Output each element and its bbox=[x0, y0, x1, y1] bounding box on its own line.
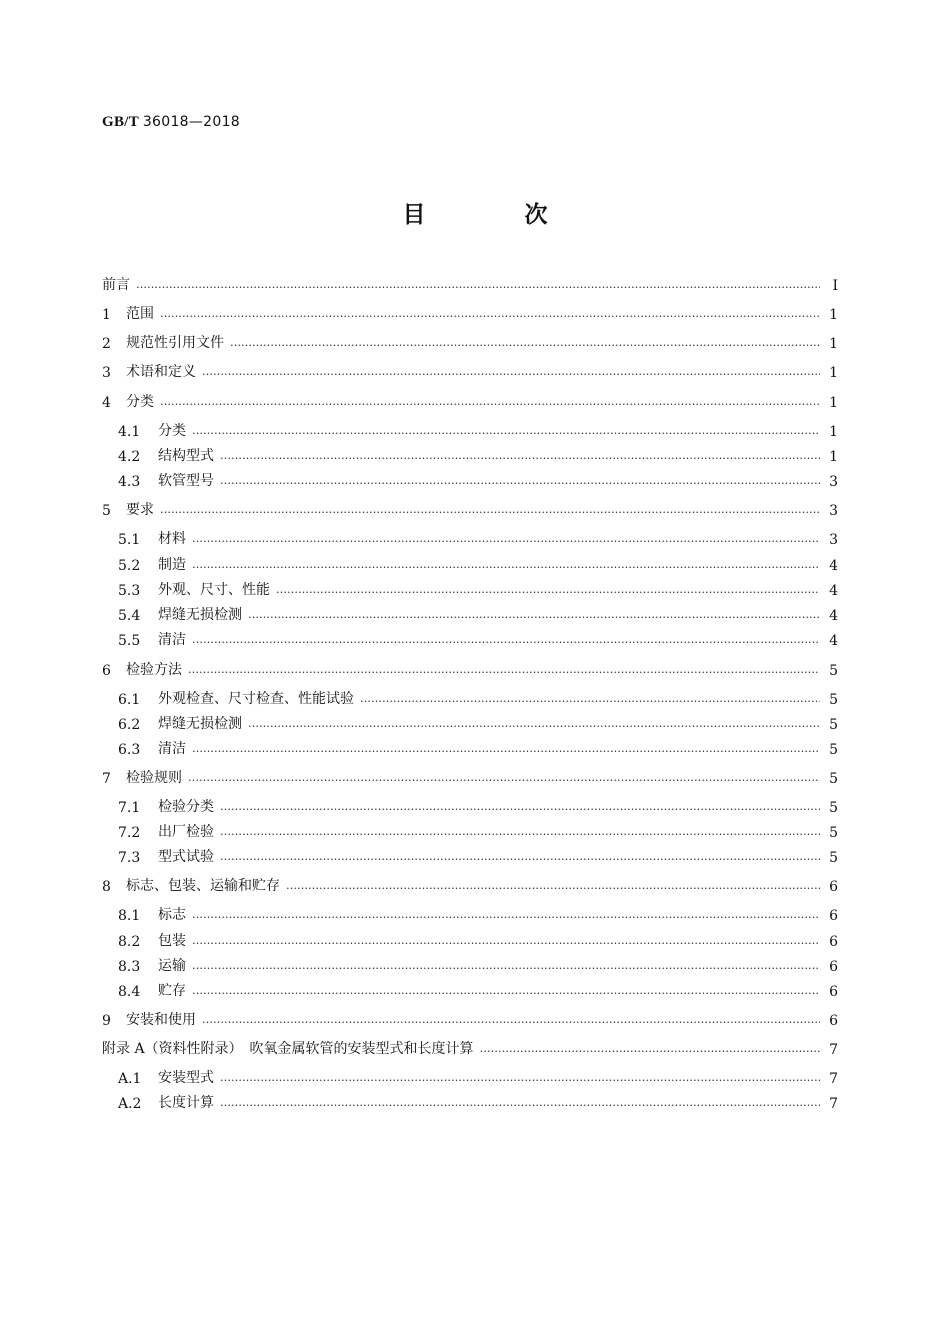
toc-leader-dots bbox=[220, 1065, 820, 1087]
page-title: 目 次 bbox=[402, 202, 586, 228]
toc-leader-dots bbox=[202, 359, 820, 381]
toc-leader-dots bbox=[202, 1007, 820, 1029]
toc-entry-number: 4.3 bbox=[118, 474, 141, 490]
toc-entry[interactable] bbox=[102, 1007, 838, 1029]
toc-entry-label: 制造 bbox=[158, 557, 186, 573]
toc-entry[interactable] bbox=[118, 627, 838, 649]
toc-entry[interactable] bbox=[118, 602, 838, 624]
toc-entry[interactable] bbox=[118, 418, 838, 440]
toc-entry-label: 要求 bbox=[126, 502, 154, 518]
toc-entry[interactable] bbox=[118, 552, 838, 574]
toc-entry-label: 运输 bbox=[158, 958, 186, 974]
toc-leader-dots bbox=[192, 418, 820, 440]
toc-entry[interactable] bbox=[102, 497, 838, 519]
toc-entry-page: 1 bbox=[829, 449, 838, 465]
toc-entry-label: 焊缝无损检测 bbox=[158, 716, 242, 732]
toc-entry-number: 5.3 bbox=[118, 583, 141, 599]
toc-entry-number: 7.1 bbox=[118, 800, 141, 816]
toc-entry-page: 6 bbox=[829, 984, 838, 1000]
toc-entry[interactable] bbox=[118, 953, 838, 975]
toc-entry-page: 1 bbox=[829, 365, 838, 381]
toc-entry-label: 规范性引用文件 bbox=[126, 335, 224, 351]
standard-code-number: 36018—2018 bbox=[142, 114, 241, 130]
toc-entry-page: 5 bbox=[829, 771, 838, 787]
toc-leader-dots bbox=[160, 301, 820, 323]
toc-entry-page: 1 bbox=[829, 424, 838, 440]
toc-entry-page: 5 bbox=[829, 717, 838, 733]
toc-entry-number: 6.1 bbox=[118, 692, 141, 708]
toc-entry-number: 6.2 bbox=[118, 717, 141, 733]
toc-entry[interactable] bbox=[102, 272, 838, 294]
toc-entry-number: 4.2 bbox=[118, 449, 141, 465]
toc-entry-number: 5.4 bbox=[118, 608, 141, 624]
toc-leader-dots bbox=[276, 577, 820, 599]
toc-leader-dots bbox=[248, 602, 820, 624]
toc-entry[interactable] bbox=[118, 468, 838, 490]
toc-entry-page: 5 bbox=[829, 742, 838, 758]
toc-leader-dots bbox=[192, 928, 820, 950]
toc-entry[interactable] bbox=[118, 526, 838, 548]
toc-leader-dots bbox=[188, 765, 820, 787]
toc-entry-number: 5.1 bbox=[118, 532, 141, 548]
standard-code-prefix: GB/T bbox=[102, 114, 139, 130]
toc-entry-page: 6 bbox=[829, 934, 838, 950]
toc-entry-page: Ⅰ bbox=[832, 278, 838, 294]
toc-entry-number: 7.2 bbox=[118, 825, 141, 841]
toc-entry-number: 2 bbox=[102, 336, 111, 352]
toc-entry-label: 贮存 bbox=[158, 983, 186, 999]
toc-entry-page: 6 bbox=[829, 1013, 838, 1029]
toc-leader-dots bbox=[248, 711, 820, 733]
toc-entry-number: 1 bbox=[102, 307, 111, 323]
toc-entry[interactable] bbox=[102, 1036, 838, 1058]
toc-entry-page: 1 bbox=[829, 307, 838, 323]
toc-entry-number: 5 bbox=[102, 503, 111, 519]
toc-entry-label: 材料 bbox=[158, 531, 186, 547]
toc-entry-label: 术语和定义 bbox=[126, 364, 196, 380]
toc-entry[interactable] bbox=[118, 686, 838, 708]
toc-entry-label: 分类 bbox=[158, 423, 186, 439]
toc-entry-number: 4 bbox=[102, 395, 111, 411]
toc-entry[interactable] bbox=[118, 736, 838, 758]
toc-entry-page: 4 bbox=[829, 608, 838, 624]
toc-leader-dots bbox=[230, 330, 820, 352]
toc-entry-page: 7 bbox=[829, 1042, 838, 1058]
toc-entry[interactable] bbox=[102, 873, 838, 895]
toc-entry-page: 7 bbox=[829, 1071, 838, 1087]
toc-entry[interactable] bbox=[118, 819, 838, 841]
toc-entry-number: 4.1 bbox=[118, 424, 141, 440]
toc-entry-label: 标志、包装、运输和贮存 bbox=[126, 878, 280, 894]
toc-entry[interactable] bbox=[102, 359, 838, 381]
toc-entry-page: 6 bbox=[829, 879, 838, 895]
toc-entry-page: 4 bbox=[829, 558, 838, 574]
toc-entry-label: 安装和使用 bbox=[126, 1012, 196, 1028]
toc-entry-label: 分类 bbox=[126, 394, 154, 410]
toc-entry-label: 焊缝无损检测 bbox=[158, 607, 242, 623]
toc-leader-dots bbox=[160, 389, 820, 411]
toc-entry-label: 检验规则 bbox=[126, 770, 182, 786]
toc-entry[interactable] bbox=[118, 928, 838, 950]
toc-leader-dots bbox=[220, 844, 820, 866]
toc-entry-page: 4 bbox=[829, 583, 838, 599]
toc-entry-page: 1 bbox=[829, 336, 838, 352]
toc-entry-label: 安装型式 bbox=[158, 1070, 214, 1086]
toc-leader-dots bbox=[192, 526, 820, 548]
toc-leader-dots bbox=[192, 552, 820, 574]
toc-entry-number: 8.3 bbox=[118, 959, 141, 975]
toc-entry[interactable] bbox=[118, 577, 838, 599]
toc-entry[interactable] bbox=[118, 844, 838, 866]
toc-leader-dots bbox=[286, 873, 820, 895]
toc-entry-page: 6 bbox=[829, 959, 838, 975]
toc-leader-dots bbox=[220, 819, 820, 841]
toc-entry[interactable] bbox=[118, 711, 838, 733]
toc-entry-page: 3 bbox=[829, 532, 838, 548]
toc-entry-number: A.1 bbox=[118, 1071, 142, 1087]
toc-entry[interactable] bbox=[118, 443, 838, 465]
toc-entry-number: 9 bbox=[102, 1013, 111, 1029]
toc-entry-number: A.2 bbox=[118, 1096, 142, 1112]
toc-entry-page: 4 bbox=[829, 633, 838, 649]
toc-entry-page: 5 bbox=[829, 825, 838, 841]
toc-entry-label: 软管型号 bbox=[158, 473, 214, 489]
toc-entry-number: 5.5 bbox=[118, 633, 141, 649]
toc-entry[interactable] bbox=[118, 902, 838, 924]
toc-entry[interactable] bbox=[102, 765, 838, 787]
toc-entry-page: 5 bbox=[829, 692, 838, 708]
toc-entry-label: 前言 bbox=[102, 277, 130, 293]
toc-entry-label: 出厂检验 bbox=[158, 824, 214, 840]
toc-entry-label: 外观检查、尺寸检查、性能试验 bbox=[158, 691, 354, 707]
toc-entry-page: 5 bbox=[829, 800, 838, 816]
toc-entry-label: 清洁 bbox=[158, 741, 186, 757]
toc-entry-number: 6 bbox=[102, 663, 111, 679]
toc-leader-dots bbox=[192, 902, 820, 924]
toc-entry[interactable] bbox=[102, 330, 838, 352]
toc-entry-page: 5 bbox=[829, 663, 838, 679]
toc-entry-number: 7 bbox=[102, 771, 111, 787]
toc-entry-label: 检验分类 bbox=[158, 799, 214, 815]
toc-entry-number: 8.2 bbox=[118, 934, 141, 950]
toc-leader-dots bbox=[360, 686, 820, 708]
toc-entry-label: 结构型式 bbox=[158, 448, 214, 464]
standard-code bbox=[102, 114, 240, 131]
toc-entry-page: 6 bbox=[829, 908, 838, 924]
toc-entry-label: 清洁 bbox=[158, 632, 186, 648]
toc-entry-label: 外观、尺寸、性能 bbox=[158, 582, 270, 598]
toc-entry-label: 标志 bbox=[158, 907, 186, 923]
toc-entry-number: 5.2 bbox=[118, 558, 141, 574]
toc-entry-number: 6.3 bbox=[118, 742, 141, 758]
toc-leader-dots bbox=[220, 794, 820, 816]
toc-entry-label: 范围 bbox=[126, 306, 154, 322]
toc-leader-dots bbox=[188, 657, 820, 679]
toc-entry[interactable] bbox=[102, 657, 838, 679]
toc-leader-dots bbox=[220, 468, 820, 490]
toc-leader-dots bbox=[192, 627, 820, 649]
toc-entry-page: 7 bbox=[829, 1096, 838, 1112]
toc-entry-label: 包装 bbox=[158, 933, 186, 949]
toc-entry[interactable] bbox=[102, 301, 838, 323]
toc-entry-number: 8.1 bbox=[118, 908, 141, 924]
toc-leader-dots bbox=[160, 497, 820, 519]
toc-leader-dots bbox=[480, 1036, 820, 1058]
toc-leader-dots bbox=[192, 953, 820, 975]
toc-entry-number: 8.4 bbox=[118, 984, 141, 1000]
toc-leader-dots bbox=[220, 443, 820, 465]
toc-entry-number: 7.3 bbox=[118, 850, 141, 866]
toc-entry-number: 3 bbox=[102, 365, 111, 381]
toc-entry-page: 1 bbox=[829, 395, 838, 411]
toc-leader-dots bbox=[192, 736, 820, 758]
toc-entry-number: 8 bbox=[102, 879, 111, 895]
toc-entry[interactable] bbox=[118, 1065, 838, 1087]
toc-entry-label: 型式试验 bbox=[158, 849, 214, 865]
toc-entry[interactable] bbox=[118, 794, 838, 816]
toc-entry-label: 长度计算 bbox=[158, 1095, 214, 1111]
toc-entry[interactable] bbox=[118, 1090, 838, 1112]
toc-entry-page: 3 bbox=[829, 474, 838, 490]
toc-leader-dots bbox=[220, 1090, 820, 1112]
toc-entry-page: 3 bbox=[829, 503, 838, 519]
toc-entry-label: 检验方法 bbox=[126, 662, 182, 678]
toc-entry-page: 5 bbox=[829, 850, 838, 866]
toc-entry-label: 附录 A（资料性附录） 吹氧金属软管的安装型式和长度计算 bbox=[102, 1041, 474, 1057]
toc-leader-dots bbox=[136, 272, 820, 294]
toc-entry[interactable] bbox=[102, 389, 838, 411]
toc-entry[interactable] bbox=[118, 978, 838, 1000]
toc-leader-dots bbox=[192, 978, 820, 1000]
